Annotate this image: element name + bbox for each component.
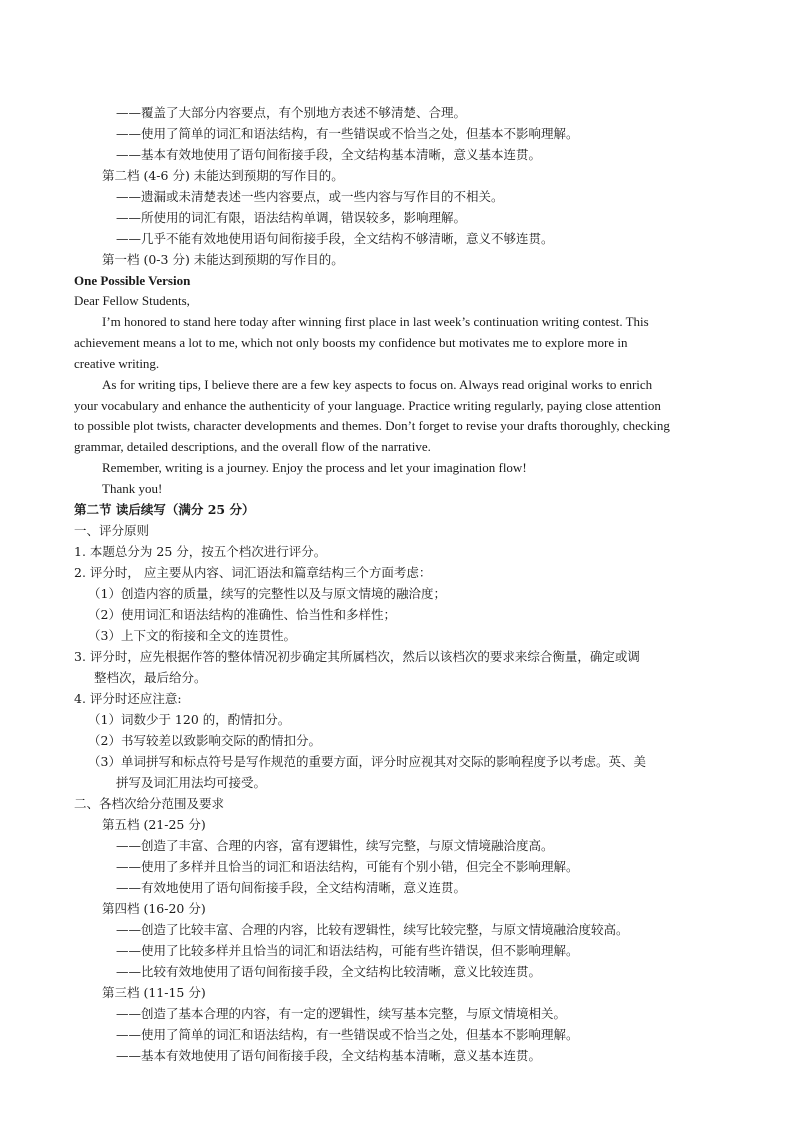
text-line: （3）上下文的衔接和全文的连贯性。 bbox=[88, 628, 296, 643]
letter-salutation: Dear Fellow Students, bbox=[74, 293, 190, 308]
text-line: 拼写及词汇用法均可接受。 bbox=[116, 775, 267, 790]
letter-line: As for writing tips, I believe there are a few key aspects to focus on. Always read original works to enrich bbox=[102, 377, 653, 392]
text-line: （1）创造内容的质量，续写的完整性以及与原文情境的融洽度； bbox=[88, 586, 446, 601]
section-heading: 第二节 读后续写（满分 25 分） bbox=[74, 502, 255, 517]
text-line: 第一档 (0-3 分) 未能达到预期的写作目的。 bbox=[102, 252, 344, 267]
text-line: ——覆盖了大部分内容要点，有个别地方表述不够清楚、合理。 bbox=[116, 105, 467, 120]
text-line: 二、各档次给分范围及要求 bbox=[74, 796, 225, 811]
text-line: ——创造了丰富、合理的内容，富有逻辑性，续写完整，与原文情境融洽度高。 bbox=[116, 838, 554, 853]
text-line: ——基本有效地使用了语句间衔接手段，全文结构基本清晰，意义基本连贯。 bbox=[116, 1048, 542, 1063]
letter-line: I’m honored to stand here today after winning first place in last week’s continuation writing contest. This bbox=[102, 314, 649, 329]
letter-line: to possible plot twists, character developments and themes. Don’t forget to revise your drafts thoroughly, checking bbox=[74, 418, 670, 433]
letter-line: your vocabulary and enhance the authenticity of your language. Practice writing regularly, paying close attention bbox=[74, 398, 661, 413]
text-line: （1）词数少于 120 的，酌情扣分。 bbox=[88, 712, 291, 727]
text-line: ——几乎不能有效地使用语句间衔接手段，全文结构不够清晰，意义不够连贯。 bbox=[116, 231, 554, 246]
text-line: ——使用了多样并且恰当的词汇和语法结构，可能有个别小错，但完全不影响理解。 bbox=[116, 859, 579, 874]
text-line: 第二档 (4-6 分) 未能达到预期的写作目的。 bbox=[102, 168, 344, 183]
text-line: （2）使用词汇和语法结构的准确性、恰当性和多样性； bbox=[88, 607, 396, 622]
text-line: ——使用了比较多样并且恰当的词汇和语法结构，可能有些许错误，但不影响理解。 bbox=[116, 943, 579, 958]
letter-line: grammar, detailed descriptions, and the overall flow of the narrative. bbox=[74, 439, 431, 454]
text-line: （2）书写较差以致影响交际的酌情扣分。 bbox=[88, 733, 321, 748]
letter-closing: Thank you! bbox=[102, 481, 163, 496]
text-line: ——遗漏或未清楚表述一些内容要点，或一些内容与写作目的不相关。 bbox=[116, 189, 504, 204]
text-line: 第四档 (16-20 分) bbox=[102, 901, 206, 916]
text-line: ——所使用的词汇有限，语法结构单调，错误较多，影响理解。 bbox=[116, 210, 467, 225]
letter-line: creative writing. bbox=[74, 356, 160, 371]
text-line: 第三档 (11-15 分) bbox=[102, 985, 206, 1000]
text-line: （3）单词拼写和标点符号是写作规范的重要方面，评分时应视其对交际的影响程度予以考虑。英、美 bbox=[88, 754, 646, 769]
text-line: 第五档 (21-25 分) bbox=[102, 817, 206, 832]
text-line: ——创造了基本合理的内容，有一定的逻辑性，续写基本完整，与原文情境相关。 bbox=[116, 1006, 567, 1021]
text-line: 1. 本题总分为 25 分，按五个档次进行评分。 bbox=[74, 544, 327, 559]
text-line: 3. 评分时，应先根据作答的整体情况初步确定其所属档次，然后以该档次的要求来综合衡量，确定或调 bbox=[74, 649, 640, 664]
section-heading: One Possible Version bbox=[74, 273, 191, 288]
text-line: 整档次，最后给分。 bbox=[94, 670, 207, 685]
text-line: ——使用了简单的词汇和语法结构，有一些错误或不恰当之处，但基本不影响理解。 bbox=[116, 126, 579, 141]
text-line: ——创造了比较丰富、合理的内容，比较有逻辑性，续写比较完整，与原文情境融洽度较高。 bbox=[116, 922, 629, 937]
letter-line: Remember, writing is a journey. Enjoy the process and let your imagination flow! bbox=[102, 460, 527, 475]
text-line: ——有效地使用了语句间衔接手段，全文结构清晰，意义连贯。 bbox=[116, 880, 467, 895]
text-line: 4. 评分时还应注意: bbox=[74, 691, 182, 706]
letter-line: achievement means a lot to me, which not only boosts my confidence but motivates me to explore more in bbox=[74, 335, 628, 350]
text-line: 一、评分原则 bbox=[74, 523, 150, 538]
text-line: ——基本有效地使用了语句间衔接手段，全文结构基本清晰，意义基本连贯。 bbox=[116, 147, 542, 162]
text-line: ——使用了简单的词汇和语法结构，有一些错误或不恰当之处，但基本不影响理解。 bbox=[116, 1027, 579, 1042]
text-line: ——比较有效地使用了语句间衔接手段，全文结构比较清晰，意义比较连贯。 bbox=[116, 964, 542, 979]
text-line: 2. 评分时， 应主要从内容、词汇语法和篇章结构三个方面考虑： bbox=[74, 565, 432, 580]
